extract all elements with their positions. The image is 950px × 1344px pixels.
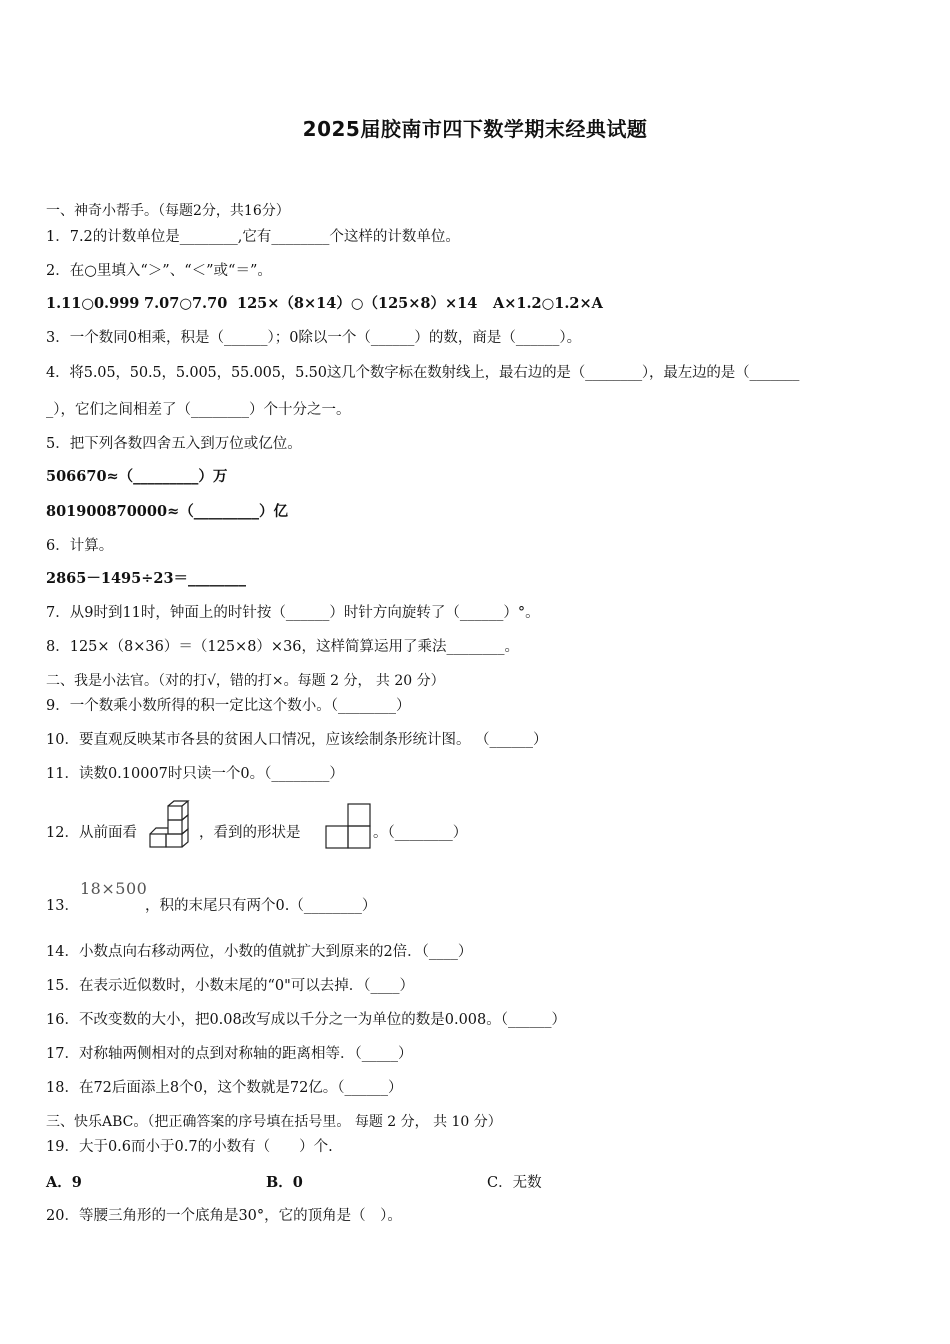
- question-16: 16．不改变数的大小，把0.08改写成以千分之一为单位的数是0.008。（______）: [46, 1012, 566, 1028]
- question-19: 19．大于0.6而小于0.7的小数有（ ）个.: [46, 1139, 333, 1155]
- question-14: 14．小数点向右移动两位，小数的值就扩大到原来的2倍．（____）: [46, 944, 473, 960]
- question-20: 20．等腰三角形的一个底角是30°，它的顶角是（ ）。: [46, 1208, 402, 1224]
- question-12-prefix: 12．从前面看: [46, 825, 137, 841]
- q19-option-a: A．9: [46, 1174, 82, 1191]
- q2-item: A×1.2○1.2×A: [493, 295, 603, 312]
- question-5-a: 506670≈（_________）万: [46, 468, 228, 485]
- question-6: 6．计算。: [46, 538, 114, 554]
- q19-option-b: B．0: [266, 1174, 303, 1191]
- question-11: 11．读数0.10007时只读一个0。（________）: [46, 766, 344, 782]
- question-13-suffix: ，积的末尾只有两个0.（________）: [145, 898, 377, 914]
- question-10: 10．要直观反映某市各县的贫困人口情况，应该绘制条形统计图。 （______）: [46, 732, 548, 748]
- question-4-line-1: 4．将5.05，50.5，5.005，55.005，5.50这几个数字标在数射线上，最右边的是（________），最左边的是（_______: [46, 365, 800, 381]
- question-3: 3．一个数同0相乘，积是（______）；0除以一个（______）的数，商是（______）。: [46, 330, 582, 346]
- question-13-prefix: 13．: [46, 898, 79, 914]
- question-15: 15．在表示近似数时，小数末尾的“0"可以去掉．（____）: [46, 978, 415, 994]
- question-2: 2．在○里填入“＞”、“＜”或“＝”。: [46, 263, 272, 279]
- q2-item: 1.11○0.999: [46, 295, 140, 312]
- front-view-shape-figure: [322, 803, 374, 851]
- question-1: 1．7.2的计数单位是________,它有________个这样的计数单位。: [46, 229, 460, 245]
- cube-stack-figure: [148, 800, 194, 850]
- question-12-middle: ，看到的形状是: [199, 825, 301, 841]
- page-title: 2025届胶南市四下数学期末经典试题: [302, 117, 648, 141]
- section-2-heading: 二、我是小法官。（对的打√，错的打×。每题 2 分， 共 20 分）: [46, 673, 445, 689]
- section-3-heading: 三、快乐ABC。（把正确答案的序号填在括号里。 每题 2 分， 共 10 分）: [46, 1114, 502, 1130]
- question-6-expression: 2865－1495÷23＝________: [46, 570, 247, 587]
- question-2-items: [46, 294, 603, 314]
- question-4-line-2: _），它们之间相差了（________）个十分之一。: [46, 402, 351, 418]
- question-8: 8．125×（8×36）＝（125×8）×36，这样简算运用了乘法________。: [46, 639, 520, 655]
- q19-option-c: C．无数: [487, 1175, 542, 1191]
- question-9: 9．一个数乘小数所得的积一定比这个数小。（________）: [46, 698, 411, 714]
- section-1-heading: 一、神奇小帮手。（每题2分，共16分）: [46, 203, 290, 219]
- question-13-formula: 18×500: [80, 879, 148, 898]
- question-5: 5．把下列各数四舍五入到万位或亿位。: [46, 436, 302, 452]
- question-7: 7．从9时到11时，钟面上的时针按（______）时针方向旋转了（______）°。: [46, 605, 540, 621]
- question-12-suffix: 。（________）: [373, 825, 468, 841]
- question-5-b: 801900870000≈（_________）亿: [46, 503, 288, 520]
- q2-item: 7.07○7.70: [144, 295, 228, 312]
- q2-item: 125×（8×14）○（125×8）×14: [237, 295, 478, 312]
- question-18: 18．在72后面添上8个0，这个数就是72亿。（______）: [46, 1080, 403, 1096]
- question-17: 17．对称轴两侧相对的点到对称轴的距离相等．（_____）: [46, 1046, 413, 1062]
